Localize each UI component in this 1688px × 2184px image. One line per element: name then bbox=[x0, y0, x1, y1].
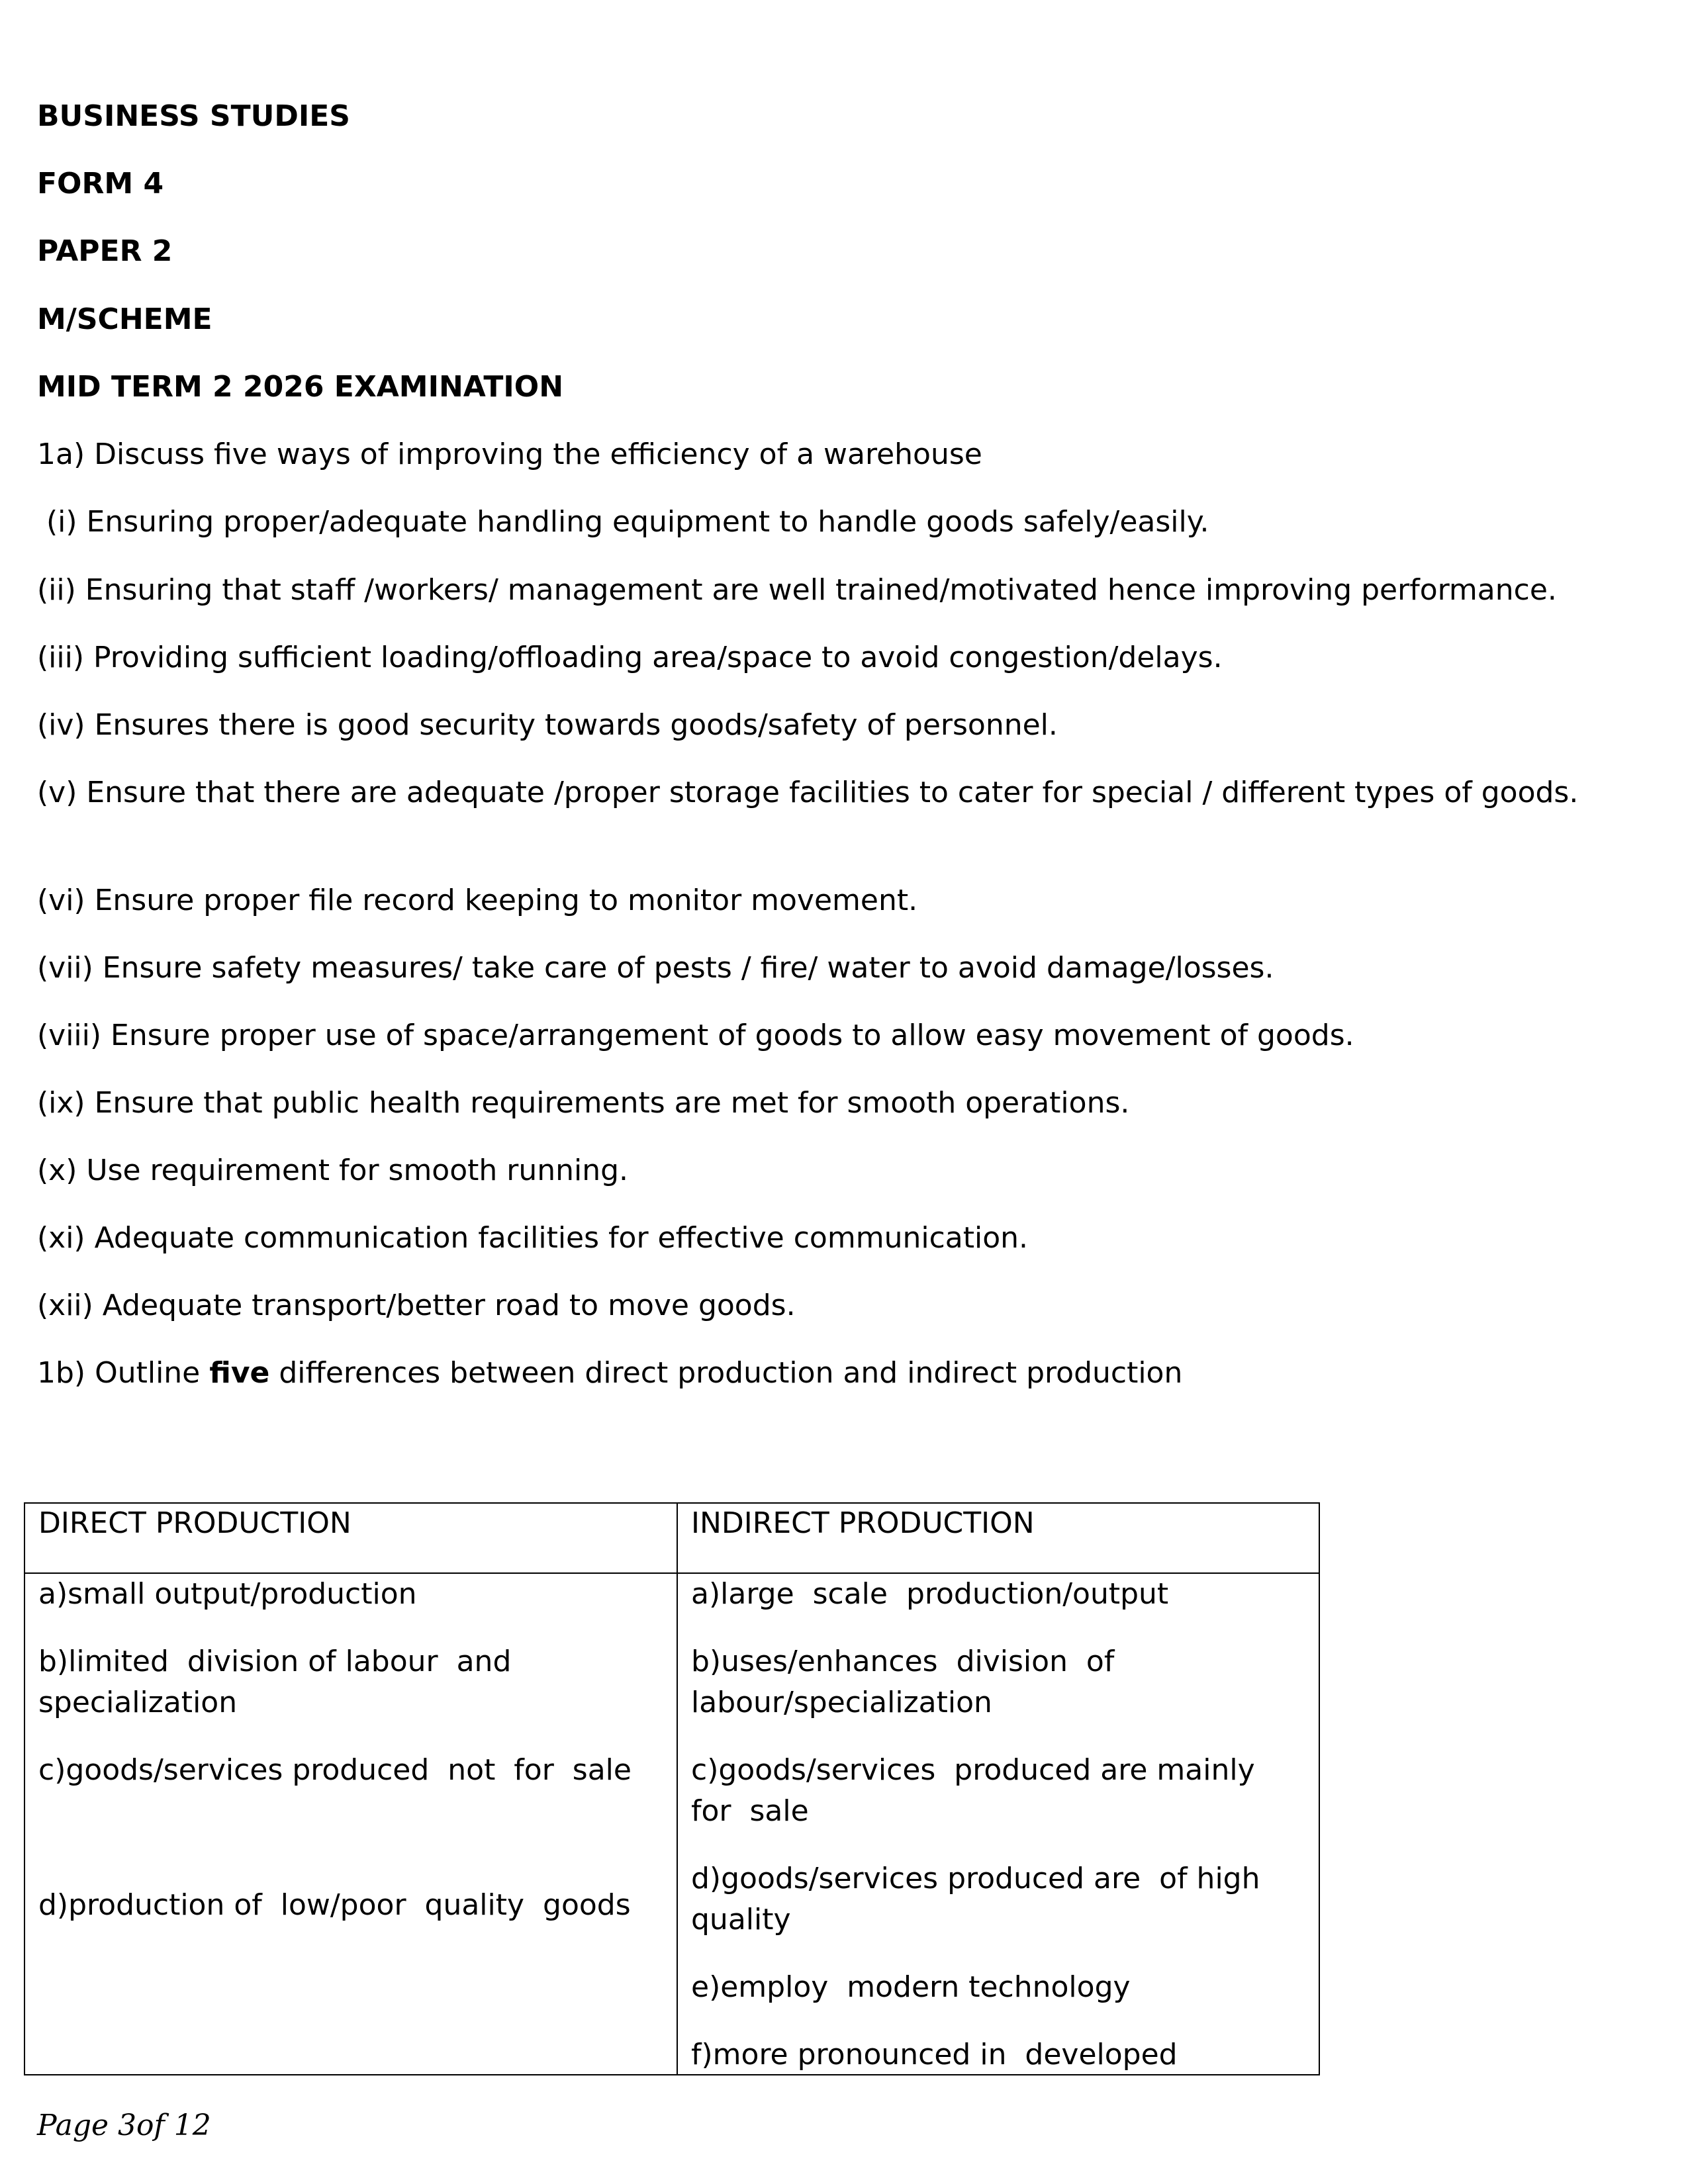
answer-point: (xii) Adequate transport/better road to move goods. bbox=[37, 1289, 796, 1322]
page-number: Page 3of 12 bbox=[37, 2109, 211, 2142]
answer-point: (viii) Ensure proper use of space/arrangement of goods to allow easy movement of goods. bbox=[37, 1019, 1354, 1052]
header-indirect: INDIRECT PRODUCTION bbox=[677, 1503, 1319, 1573]
question-1b-prefix: 1b) Outline bbox=[37, 1356, 210, 1390]
question-1b-suffix: differences between direct production and indirect production bbox=[269, 1356, 1183, 1390]
answer-point: (iii) Providing sufficient loading/offloading area/space to avoid congestion/delays. bbox=[37, 641, 1223, 674]
answer-point: (v) Ensure that there are adequate /proper storage facilities to cater for special / different types of goods. bbox=[37, 776, 1579, 809]
indirect-item: d)goods/services produced are of high quality bbox=[691, 1862, 1270, 1936]
question-1b bbox=[37, 1353, 1182, 1394]
answer-point: (ii) Ensuring that staff /workers/ management are well trained/motivated hence improving performance. bbox=[37, 573, 1557, 607]
subject-heading: BUSINESS STUDIES bbox=[37, 99, 350, 133]
indirect-item: f)more pronounced in developed bbox=[691, 2038, 1178, 2071]
direct-item: c)goods/services produced not for sale bbox=[38, 1753, 632, 1787]
question-1a: 1a) Discuss five ways of improving the efficiency of a warehouse bbox=[37, 437, 982, 471]
direct-column bbox=[24, 1573, 677, 2075]
indirect-item: b)uses/enhances division of labour/specialization bbox=[691, 1645, 1124, 1719]
direct-item: b)limited division of labour and specialization bbox=[38, 1645, 521, 1719]
direct-item: a)small output/production bbox=[38, 1577, 417, 1611]
paper-heading: PAPER 2 bbox=[37, 234, 173, 268]
table-body-row bbox=[24, 1573, 1319, 2075]
direct-item: d)production of low/poor quality goods bbox=[38, 1888, 631, 1922]
scheme-heading: M/SCHEME bbox=[37, 302, 212, 336]
answer-point: (vi) Ensure proper file record keeping to monitor movement. bbox=[37, 884, 918, 917]
exam-heading: MID TERM 2 2026 EXAMINATION bbox=[37, 370, 564, 404]
production-differences-table bbox=[24, 1502, 1320, 2075]
indirect-column bbox=[677, 1573, 1319, 2075]
question-1b-bold: five bbox=[209, 1356, 270, 1390]
form-heading: FORM 4 bbox=[37, 167, 164, 201]
answer-point: (ix) Ensure that public health requirements are met for smooth operations. bbox=[37, 1086, 1130, 1120]
indirect-item: a)large scale production/output bbox=[691, 1577, 1169, 1611]
answer-point: (vii) Ensure safety measures/ take care of pests / fire/ water to avoid damage/losses. bbox=[37, 951, 1274, 985]
table-header-row bbox=[24, 1503, 1319, 1573]
answer-point: (x) Use requirement for smooth running. bbox=[37, 1154, 629, 1187]
answer-point: (xi) Adequate communication facilities for effective communication. bbox=[37, 1221, 1028, 1255]
indirect-item: e)employ modern technology bbox=[691, 1970, 1131, 2004]
indirect-item: c)goods/services produced are mainly for sale bbox=[691, 1753, 1274, 1828]
answer-point: (iv) Ensures there is good security towards goods/safety of personnel. bbox=[37, 708, 1058, 742]
answer-point: (i) Ensuring proper/adequate handling equipment to handle goods safely/easily. bbox=[37, 505, 1209, 539]
header-direct: DIRECT PRODUCTION bbox=[24, 1503, 677, 1573]
